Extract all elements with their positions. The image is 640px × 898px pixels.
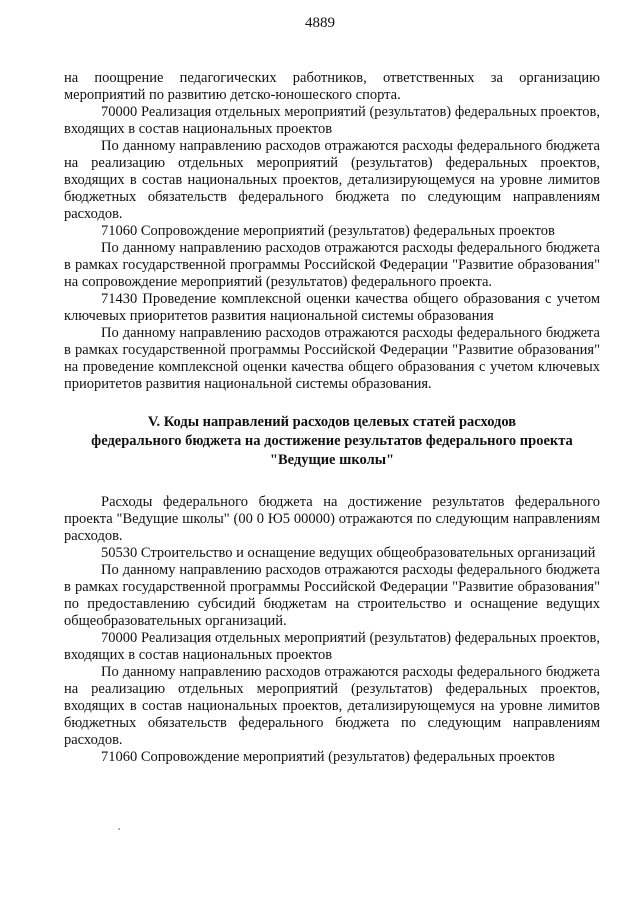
section-heading <box>64 413 600 470</box>
page-number: 4889 <box>305 15 335 31</box>
paragraph: По данному направлению расходов отражаются расходы федерального бюджета в рамках государственной программы Российской Федерации "Развитие образования" на сопровождение мероприятий (результатов) федерального проекта. <box>64 240 600 290</box>
paragraph: 70000 Реализация отдельных мероприятий (результатов) федеральных проектов, входящих в состав национальных проектов <box>64 104 600 137</box>
section-heading-line: V. Коды направлений расходов целевых статей расходов <box>147 414 517 430</box>
section-heading-line: федерального бюджета на достижение результатов федерального проекта <box>91 433 573 449</box>
bottom-section <box>64 494 600 766</box>
section-heading-line: "Ведущие школы" <box>269 452 395 468</box>
paragraph: По данному направлению расходов отражаются расходы федерального бюджета в рамках государственной программы Российской Федерации "Развитие образования" на проведение комплексной оценки качества общего образования с учетом ключевых приоритетов развития национальной системы образования. <box>64 325 600 392</box>
scan-speck <box>118 828 120 830</box>
paragraph: на поощрение педагогических работников, ответственных за организацию мероприятий по развитию детско-юношеского спорта. <box>64 70 600 103</box>
paragraph: 50530 Строительство и оснащение ведущих общеобразовательных организаций <box>101 545 596 561</box>
paragraph: 71430 Проведение комплексной оценки качества общего образования с учетом ключевых приоритетов развития национальной системы образования <box>64 291 600 324</box>
paragraph: По данному направлению расходов отражаются расходы федерального бюджета на реализацию отдельных мероприятий (результатов) федеральных проектов, входящих в состав национальных проектов, детализирующемуся на уровне лимитов бюджетных обязательств федерального бюджета по следующим направлениям расходов. <box>64 664 600 748</box>
top-section <box>64 70 600 393</box>
paragraph: По данному направлению расходов отражаются расходы федерального бюджета в рамках государственной программы Российской Федерации "Развитие образования" по предоставлению субсидий бюджетам на строительство и оснащение ведущих общеобразовательных организаций. <box>64 562 600 629</box>
paragraph: 70000 Реализация отдельных мероприятий (результатов) федеральных проектов, входящих в состав национальных проектов <box>64 630 600 663</box>
page-content <box>64 70 600 766</box>
paragraph: 71060 Сопровождение мероприятий (результатов) федеральных проектов <box>101 749 555 765</box>
paragraph: Расходы федерального бюджета на достижение результатов федерального проекта "Ведущие школы" (00 0 Ю5 00000) отражаются по следующим направлениям расходов. <box>64 494 600 544</box>
paragraph: По данному направлению расходов отражаются расходы федерального бюджета на реализацию отдельных мероприятий (результатов) федеральных проектов, входящих в состав национальных проектов, детализирующемуся на уровне лимитов бюджетных обязательств федерального бюджета по следующим направлениям расходов. <box>64 138 600 222</box>
paragraph: 71060 Сопровождение мероприятий (результатов) федеральных проектов <box>101 223 555 239</box>
